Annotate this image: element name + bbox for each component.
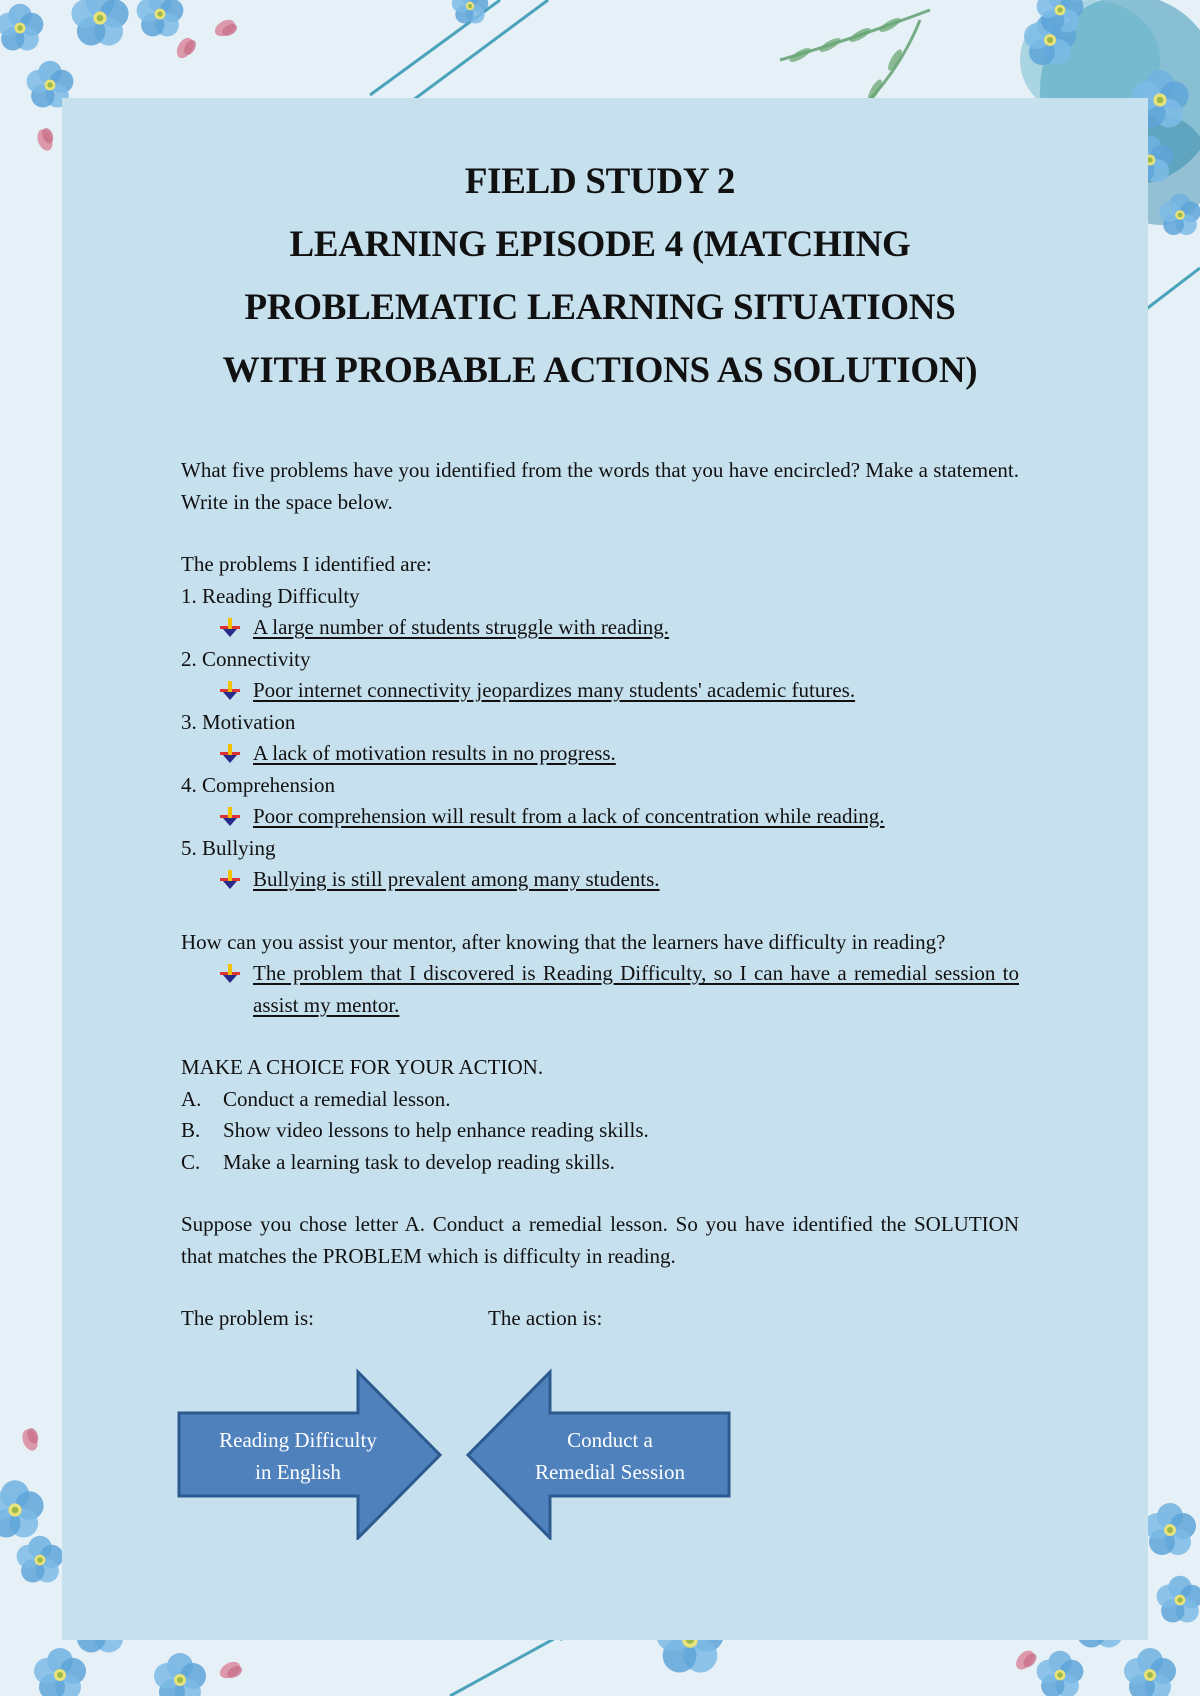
choice-item: C. Make a learning task to develop reading skills. bbox=[181, 1149, 615, 1174]
action-label-heading: The action is: bbox=[488, 1306, 603, 1330]
arrow-bullet-icon bbox=[219, 675, 253, 707]
arrow-bullet-icon bbox=[219, 612, 253, 644]
title-line: PROBLEMATIC LEARNING SITUATIONS bbox=[244, 287, 956, 328]
arrow-bullet-icon bbox=[219, 801, 253, 833]
title-line: FIELD STUDY 2 bbox=[464, 161, 736, 202]
assist-answer: The problem that I discovered is Reading Difficulty, so I can have a remedial session to assist my mentor. bbox=[181, 958, 1019, 1021]
problem-statement: Bullying is still prevalent among many students. bbox=[181, 864, 1019, 896]
problem-label: 4. Comprehension bbox=[181, 772, 335, 797]
problem-arrow-label: Reading Difficulty in English bbox=[219, 1428, 377, 1484]
problem-label: 5. Bullying bbox=[181, 835, 276, 860]
choice-item: B. Show video lessons to help enhance reading skills. bbox=[181, 1118, 649, 1142]
assist-question: How can you assist your mentor, after knowing that the learners have difficulty in reading? bbox=[181, 929, 946, 954]
problem-action-arrows bbox=[176, 1368, 736, 1540]
document-title bbox=[181, 150, 1019, 402]
problem-label: 3. Motivation bbox=[181, 709, 296, 734]
suppose-paragraph: Suppose you chose letter A. Conduct a remedial lesson. So you have identified the SOLUTION that matches the PROBLEM which is difficulty in reading. bbox=[181, 1212, 1019, 1268]
problem-label: 2. Connectivity bbox=[181, 646, 311, 671]
problem-list bbox=[181, 581, 1019, 896]
title-line: WITH PROBABLE ACTIONS AS SOLUTION) bbox=[222, 350, 978, 391]
choice-item: A. Conduct a remedial lesson. bbox=[181, 1086, 451, 1111]
problem-statement: Poor comprehension will result from a lack of concentration while reading. bbox=[181, 801, 1019, 833]
problem-statement: A lack of motivation results in no progress. bbox=[181, 738, 1019, 770]
action-arrow-label: Conduct a Remedial Session bbox=[535, 1428, 685, 1484]
problem-label-heading: The problem is: bbox=[181, 1306, 314, 1330]
problem-statement: A large number of students struggle with reading. bbox=[181, 612, 1019, 644]
arrow-bullet-icon bbox=[219, 738, 253, 770]
problems-heading: The problems I identified are: bbox=[181, 552, 432, 576]
choice-list bbox=[181, 1084, 1019, 1179]
problem-label: 1. Reading Difficulty bbox=[181, 583, 360, 608]
problem-statement: Poor internet connectivity jeopardizes many students' academic futures. bbox=[181, 675, 1019, 707]
arrow-bullet-icon bbox=[219, 864, 253, 896]
problem-action-labels bbox=[181, 1303, 1019, 1335]
document-body bbox=[181, 150, 1019, 1335]
intro-question: What five problems have you identified from the words that you have encircled? Make a statement. Write in the space below. bbox=[181, 458, 1019, 514]
choice-heading: MAKE A CHOICE FOR YOUR ACTION. bbox=[181, 1055, 544, 1079]
arrow-bullet-icon bbox=[219, 958, 253, 990]
title-line: LEARNING EPISODE 4 (MATCHING bbox=[289, 224, 911, 265]
